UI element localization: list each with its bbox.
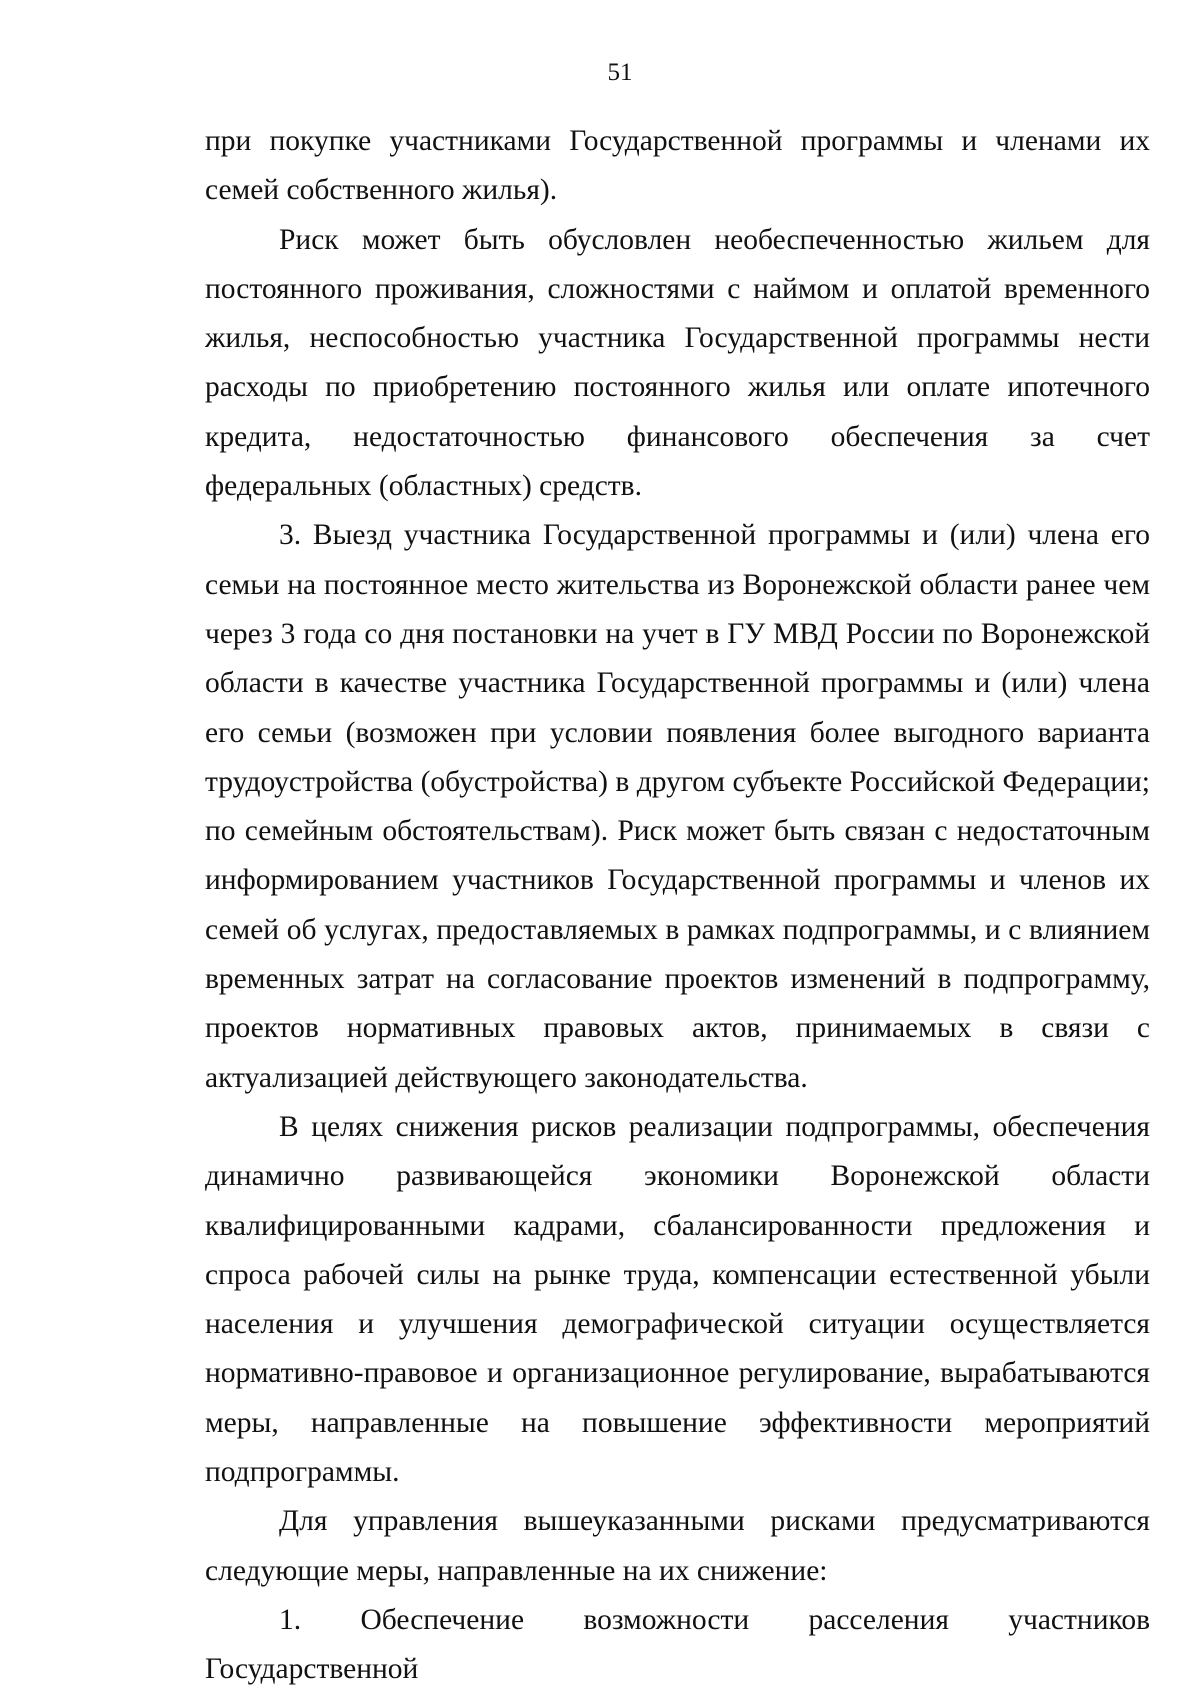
paragraph-continuation: при покупке участниками Государственной программы и членами их семей собственного жилья). bbox=[205, 125, 1150, 207]
paragraph-risk-housing: Риск может быть обусловлен необеспеченностью жильем для постоянного проживания, сложностями с наймом и оплатой временного жилья, неспособностью участника Государственной программы нести расходы по приобретению постоянного жилья или оплате ипотечного кредита, недостаточностью финансового обеспечения за счет федеральных (областных) средств. bbox=[205, 223, 1150, 503]
page-number: 51 bbox=[607, 59, 633, 86]
paragraph-risk-reduction-goals: В целях снижения рисков реализации подпрограммы, обеспечения динамично развивающейся экономики Воронежской области квалифицированными кадрами, сбалансированности предложения и спроса рабочей силы на рынке труда, компенсации естественной убыли населения и улучшения демографической ситуации осуществляется нормативно-правовое и организационное регулирование, вырабатываются меры, направленные на повышение эффективности мероприятий подпрограммы. bbox=[205, 1110, 1150, 1489]
paragraph-risk-management-measures: Для управления вышеуказанными рисками предусматриваются следующие меры, направленные на их снижение: bbox=[205, 1505, 1150, 1587]
paragraph-risk-departure: 3. Выезд участника Государственной программы и (или) члена его семьи на постоянное место жительства из Воронежской области ранее чем через 3 года со дня постановки на учет в ГУ МВД России по Воронежской области в качестве участника Государственной программы и (или) члена его семьи (возможен при условии появления более выгодного варианта трудоустройства (обустройства) в другом субъекте Российской Федерации; по семейным обстоятельствам). Риск может быть связан с недостаточным информированием участников Государственной программы и членов их семей об услугах, предоставляемых в рамках подпрограммы, и с влиянием временных затрат на согласование проектов изменений в подпрограмму, проектов нормативных правовых актов, принимаемых в связи с актуализацией действующего законодательства. bbox=[205, 519, 1150, 1094]
document-body bbox=[205, 117, 1150, 1695]
paragraph-measure-1: 1. Обеспечение возможности расселения участников Государственной bbox=[205, 1603, 1150, 1686]
